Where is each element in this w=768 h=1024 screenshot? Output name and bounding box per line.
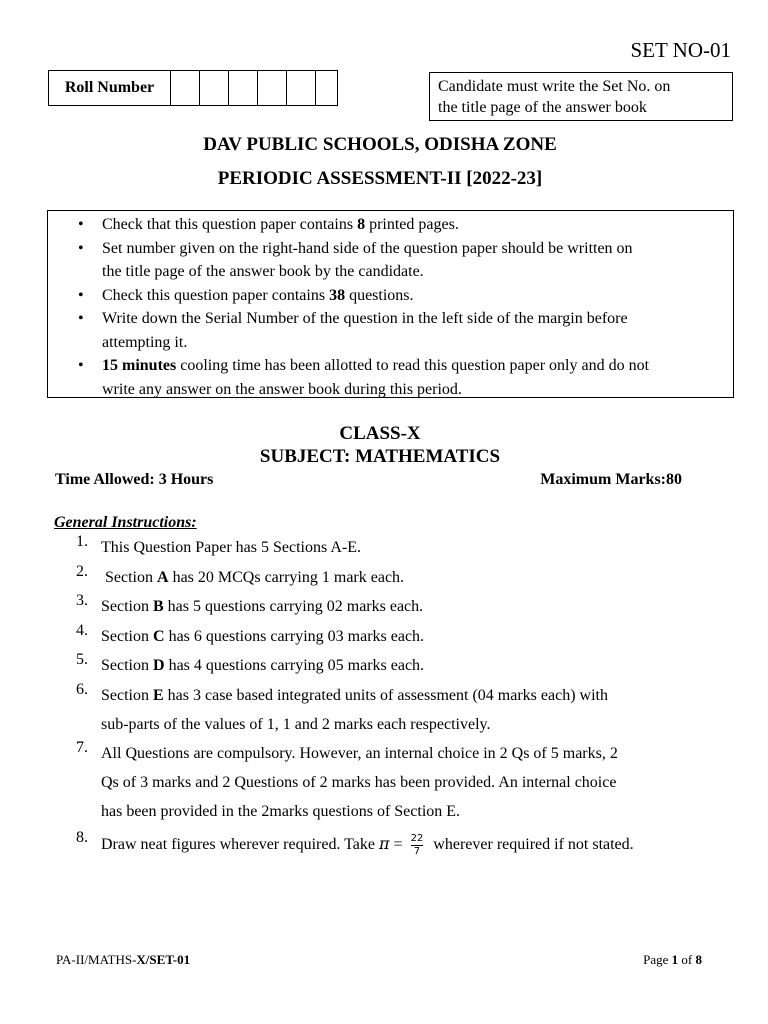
check-instructions-box (47, 210, 734, 398)
check-item: • Check this question paper contains 38 questions. (78, 284, 723, 308)
set-note-box (429, 72, 733, 121)
roll-number-cell (200, 71, 229, 105)
pi-symbol: π (379, 834, 390, 853)
roll-number-label: Roll Number (49, 71, 171, 105)
set-note-line: Candidate must write the Set No. on (438, 78, 671, 95)
exam-title: PERIODIC ASSESSMENT-II [2022-23] (217, 168, 543, 189)
footer-code: PA-II/MATHS-X/SET-01 (56, 952, 191, 967)
check-item: • 15 minutes cooling time has been allotted to read this question paper only and do not write any answer on the answer book during this period. (78, 354, 723, 401)
roll-number-cell (258, 71, 287, 105)
roll-number-box (48, 70, 338, 106)
check-item: • Check that this question paper contains 8 printed pages. (78, 213, 723, 237)
class-title: CLASS-X (339, 423, 421, 444)
time-marks-row (55, 471, 682, 489)
time-allowed: Time Allowed: 3 Hours (55, 471, 214, 488)
page-number: Page 1 of 8 (643, 952, 702, 967)
check-item: • Set number given on the right-hand side of the question paper should be written on the title page of the answer book by the candidate. (78, 237, 723, 284)
fraction-22-over-7: $\frac{22}{7}$ (410, 832, 424, 857)
roll-number-cell (316, 71, 337, 105)
roll-number-cell (171, 71, 200, 105)
roll-number-cell (287, 71, 316, 105)
roll-number-cell (229, 71, 258, 105)
maximum-marks: Maximum Marks:80 (540, 471, 682, 488)
set-number: SET NO-01 (630, 38, 731, 62)
check-item: • Write down the Serial Number of the question in the left side of the margin before attempting it. (78, 307, 723, 354)
school-title: DAV PUBLIC SCHOOLS, ODISHA ZONE (203, 134, 557, 155)
subject-title: SUBJECT: MATHEMATICS (259, 446, 501, 467)
set-note-line: the title page of the answer book (438, 99, 647, 116)
general-instructions-title: General Instructions: (54, 514, 197, 531)
